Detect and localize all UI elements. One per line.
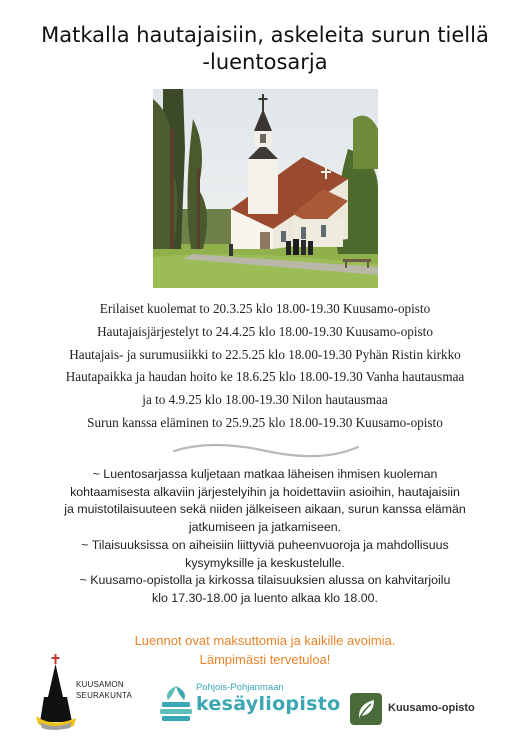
decorative-swoosh <box>172 437 360 467</box>
description-line: ~ Luentosarjassa kuljetaan matkaa läheisen ihmisen kuoleman <box>92 467 438 481</box>
church-photo <box>153 89 378 288</box>
description-line: ja muistotilaisuuteen sekä niiden jälkeiseen aikaan, surun kanssa elämän <box>64 502 466 517</box>
description-line: ~ Kuusamo-opistolla ja kirkossa tilaisuuksien alussa on kahvitarjoilu <box>79 573 451 588</box>
description-line: klo 17.30-18.00 ja luento alkaa klo 18.00. <box>152 590 378 605</box>
schedule-item: Hautajais- ja surumusiikki to 22.5.25 klo 18.00-19.30 Pyhän Ristin kirkko <box>69 346 461 362</box>
lecture-description <box>20 466 510 608</box>
schedule-item: ja to 4.9.25 klo 18.00-19.30 Nilon hautausmaa <box>142 392 388 408</box>
kesayliopisto-region: Pohjois-Pohjanmaan <box>196 682 284 693</box>
kuusamon-seurakunta-logo <box>34 652 154 732</box>
kuusamo-opisto-logo <box>350 693 500 727</box>
schedule-item: Surun kanssa eläminen to 25.9.25 klo 18.00-19.30 Kuusamo-opisto <box>87 414 443 430</box>
schedule-item: Hautajaisjärjestelyt to 24.4.25 klo 18.00-19.30 Kuusamo-opisto <box>97 323 433 339</box>
schedule-item: Erilaiset kuolemat to 20.3.25 klo 18.00-19.30 Kuusamo-opisto <box>99 301 431 316</box>
book-stack-icon <box>158 684 194 724</box>
church-spire-icon <box>34 652 79 732</box>
description-line: jatkumiseen ja jatkamiseen. <box>188 520 342 535</box>
seurakunta-line-1: KUUSAMON <box>76 680 124 689</box>
free-note-line-2: Lämpimästi tervetuloa! <box>199 652 331 667</box>
opisto-wordmark: Kuusamo-opisto <box>388 702 475 714</box>
lecture-schedule <box>0 298 530 435</box>
title-line-1: Matkalla hautajaisiin, askeleita surun tiellä <box>41 23 489 47</box>
schedule-item: Hautapaikka ja haudan hoito ke 18.6.25 klo 18.00-19.30 Vanha hautausmaa <box>65 369 465 385</box>
leaf-icon <box>350 693 382 725</box>
free-note-line-1: Luennot ovat maksuttomia ja kaikille avoimia. <box>134 633 396 648</box>
seurakunta-line-2: SEURAKUNTA <box>76 691 133 700</box>
seurakunta-wordmark <box>76 679 132 701</box>
church-illustration <box>153 89 378 288</box>
kesayliopisto-wordmark: kesäyliopisto <box>196 693 341 715</box>
kesayliopisto-logo <box>158 682 341 732</box>
description-line: ~ Tilaisuuksissa on aiheisiin liittyviä puheenvuoroja ja mahdollisuus <box>81 537 449 552</box>
poster-title <box>0 22 530 76</box>
description-line: kohtaamisesta alkaviin järjestelyihin ja hoidettaviin asioihin, hautajaisiin <box>70 484 460 499</box>
title-line-2: -luentosarja <box>202 50 328 74</box>
description-line: kysymyksille ja keskustelulle. <box>185 555 345 570</box>
